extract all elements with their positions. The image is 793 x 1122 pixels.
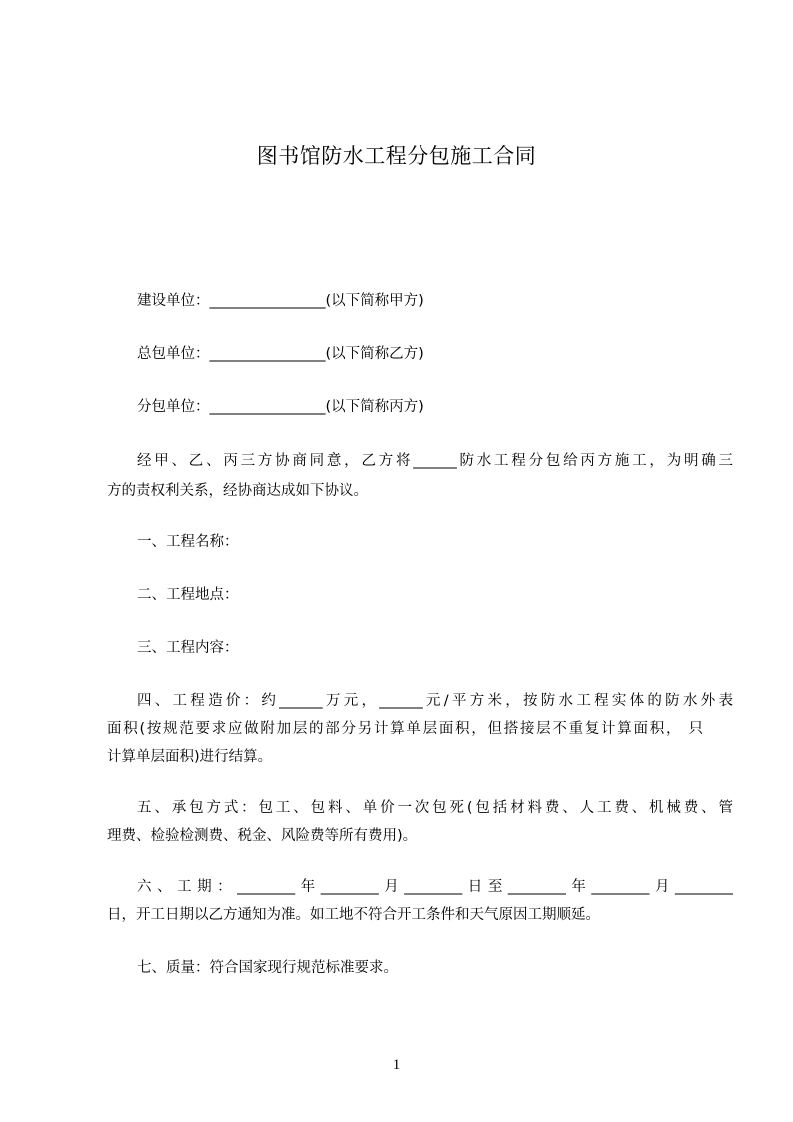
agreement-paragraph-line-2: 方的责权利关系，经协商达成如下协议。 — [107, 483, 368, 499]
clause-cost-line-1: 四、工程造价：约______万元，______元/平方米，按防水工程实体的防水外表 — [137, 693, 733, 709]
clause-project-content: 三、工程内容： — [137, 640, 239, 656]
party-c-line: 分包单位：________________(以下简称丙方) — [137, 399, 424, 415]
party-a-line: 建设单位：________________(以下简称甲方) — [137, 293, 424, 309]
clause-cost-line-3: 计算单层面积)进行结算。 — [107, 749, 273, 765]
clause-contract-mode-line-2: 理费、检验检测费、税金、风险费等所有费用)。 — [107, 828, 418, 844]
clause-quality: 七、质量：符合国家现行规范标准要求。 — [137, 960, 398, 976]
clause-cost-line-2: 面积(按规范要求应做附加层的部分另计算单层面积，但搭接层不重复计算面积， 只 — [107, 721, 703, 737]
party-b-line: 总包单位：________________(以下简称乙方) — [137, 346, 424, 362]
clause-contract-mode-line-1: 五、承包方式：包工、包料、单价一次包死(包括材料费、人工费、机械费、管 — [137, 800, 733, 816]
clause-duration-line-1: 六、工期：________年________月________日至________年________月________ — [137, 879, 733, 895]
clause-project-name: 一、工程名称： — [137, 534, 239, 550]
clause-project-location: 二、工程地点： — [137, 587, 239, 603]
page-number: 1 — [392, 1057, 401, 1073]
clause-duration-line-2: 日，开工日期以乙方通知为准。如工地不符合开工条件和天气原因工期顺延。 — [107, 907, 600, 923]
agreement-paragraph-line-1: 经甲、乙、丙三方协商同意，乙方将______防水工程分包给丙方施工，为明确三 — [137, 453, 733, 469]
document-title: 图书馆防水工程分包施工合同 — [256, 144, 537, 168]
